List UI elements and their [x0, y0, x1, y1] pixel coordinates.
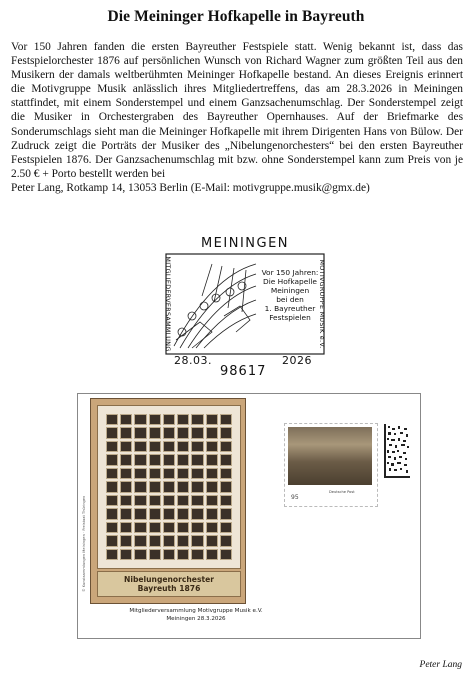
portrait	[206, 427, 218, 438]
portrait	[220, 468, 232, 479]
portrait	[163, 535, 175, 546]
portrait	[120, 454, 132, 465]
portrait	[191, 495, 203, 506]
portrait	[149, 522, 161, 533]
portrait	[134, 414, 146, 425]
portrait	[106, 414, 118, 425]
portrait	[177, 522, 189, 533]
portrait	[206, 481, 218, 492]
postmark-zip: 98617	[220, 364, 267, 379]
portrait	[106, 535, 118, 546]
portrait	[149, 454, 161, 465]
portrait	[163, 549, 175, 560]
portrait	[191, 508, 203, 519]
portrait	[177, 441, 189, 452]
portrait	[206, 549, 218, 560]
portrait	[120, 427, 132, 438]
datamatrix-icon	[384, 424, 410, 478]
portrait	[149, 549, 161, 560]
portrait	[206, 468, 218, 479]
portrait	[134, 522, 146, 533]
portrait	[163, 508, 175, 519]
portrait	[177, 549, 189, 560]
portrait	[134, 441, 146, 452]
portrait	[134, 454, 146, 465]
portrait	[106, 468, 118, 479]
imprint-line: Meiningen 28.3.2026	[166, 616, 226, 622]
portrait	[149, 481, 161, 492]
portrait	[149, 508, 161, 519]
portrait	[120, 495, 132, 506]
portrait	[220, 454, 232, 465]
portrait	[106, 508, 118, 519]
portrait	[106, 454, 118, 465]
inscription-line: Meiningen	[270, 286, 310, 295]
portrait	[163, 468, 175, 479]
portrait	[163, 481, 175, 492]
article-body	[11, 40, 463, 195]
envelope-imprint	[96, 607, 296, 623]
portrait	[220, 427, 232, 438]
portrait	[191, 468, 203, 479]
postage-stamp	[284, 423, 378, 507]
portrait	[120, 522, 132, 533]
portrait	[220, 481, 232, 492]
portrait	[220, 495, 232, 506]
portrait	[177, 454, 189, 465]
portrait	[206, 454, 218, 465]
portrait	[163, 495, 175, 506]
special-postmark	[152, 236, 338, 379]
portrait	[120, 481, 132, 492]
postmark-right-text: MOTIVGRUPPE MUSIK e.V.	[318, 259, 326, 349]
portrait	[220, 535, 232, 546]
portrait	[206, 414, 218, 425]
portrait	[134, 468, 146, 479]
portrait	[220, 549, 232, 560]
portrait	[120, 549, 132, 560]
portrait	[120, 508, 132, 519]
portrait	[120, 468, 132, 479]
portrait	[106, 495, 118, 506]
portrait	[163, 522, 175, 533]
postmark-left-text: MITGLIEDERVERSAMMLUNG	[164, 256, 172, 352]
portrait-grid	[106, 414, 232, 560]
portrait	[134, 481, 146, 492]
portrait	[149, 414, 161, 425]
portrait	[106, 481, 118, 492]
portrait	[220, 441, 232, 452]
imprint-line: Mitgliederversammlung Motivgruppe Musik e.V.	[129, 608, 263, 614]
portrait	[206, 535, 218, 546]
copyright-note: © Kunstsammlungen Meiningen · Freistaat Thüringen	[82, 495, 86, 592]
portrait	[177, 481, 189, 492]
portrait	[120, 535, 132, 546]
portrait	[191, 549, 203, 560]
portrait	[220, 414, 232, 425]
portrait	[220, 522, 232, 533]
portrait	[149, 468, 161, 479]
portrait	[177, 535, 189, 546]
portrait	[206, 522, 218, 533]
portrait	[191, 535, 203, 546]
postmark-year: 2026	[282, 354, 312, 367]
stamp-image	[288, 427, 372, 485]
portrait	[206, 441, 218, 452]
portrait	[120, 414, 132, 425]
page-title: Die Meininger Hofkapelle in Bayreuth	[107, 8, 365, 25]
portrait	[191, 414, 203, 425]
portrait	[106, 522, 118, 533]
portrait	[177, 427, 189, 438]
inscription-line: 1. Bayreuther	[264, 304, 316, 313]
portrait	[191, 522, 203, 533]
postmark-city: MEININGEN	[200, 236, 290, 251]
portrait	[163, 427, 175, 438]
inscription-line: Festspielen	[269, 313, 311, 322]
portrait	[149, 427, 161, 438]
portrait	[191, 441, 203, 452]
portrait	[149, 441, 161, 452]
portrait	[220, 508, 232, 519]
orchestra-portrait-image	[90, 398, 246, 604]
portrait	[191, 454, 203, 465]
portrait	[177, 414, 189, 425]
portrait	[120, 441, 132, 452]
portrait	[191, 427, 203, 438]
portrait	[106, 549, 118, 560]
postmark-date: 28.03.	[174, 354, 212, 367]
portrait-caption: Nibelungenorchester Bayreuth 1876	[123, 575, 215, 593]
portrait	[134, 535, 146, 546]
portrait	[106, 441, 118, 452]
portrait	[163, 454, 175, 465]
portrait	[134, 427, 146, 438]
postmark-inscription	[257, 268, 323, 322]
portrait	[134, 495, 146, 506]
portrait	[149, 495, 161, 506]
portrait	[149, 535, 161, 546]
portrait	[106, 427, 118, 438]
portrait	[134, 508, 146, 519]
contact-line: Peter Lang, Rotkamp 14, 13053 Berlin (E-Mail: motivgruppe.musik@gmx.de)	[11, 181, 370, 194]
datamatrix-code	[384, 424, 410, 478]
inscription-line: Die Hofkapelle	[263, 277, 317, 286]
portrait	[206, 508, 218, 519]
portrait	[191, 481, 203, 492]
portrait	[177, 468, 189, 479]
inscription-line: bei den	[276, 295, 304, 304]
article-paragraph: Vor 150 Jahren fanden die ersten Bayreuther Festspiele statt. Wenig bekannt ist, dass das Festspielorchester 1876 auf persönlichen Wunsch von Richard Wagner zum größten Teil aus den Musikern der damals weltberühmten Meininger Hofkapelle bestand. An dieses Ereignis erinnert die Motivgruppe Musik anlässlich ihres Mitgliedertreffens, das am 28.3.2026 in Meiningen stattfindet, mit einem Sonderstempel und einem Ganzsachenumschlag. Der Sonderstempel zeigt die Musiker in Orchestergraben des Bayreuther Opernhauses. Auf der Briefmarke des Sonderumschlags sieht man die Meininger Hofkapelle mit ihrem Dirigenten Hans von Bülow. Der Zudruck zeigt die Porträts der Musiker des „Nibelungenorchesters“ bei den ersten Bayreuther Festspielen 1876. Der Ganzsachenumschlag mit bzw. ohne Sonderstempel kann zum Preis von je 2.50 € + Porto bestellt werden bei	[11, 41, 463, 180]
portrait	[163, 441, 175, 452]
portrait	[163, 414, 175, 425]
portrait-panel	[97, 405, 241, 569]
stamp-value: 95	[291, 494, 299, 501]
inscription-line: Vor 150 Jahren:	[261, 268, 319, 277]
author-signature: Peter Lang	[419, 660, 462, 670]
portrait	[177, 495, 189, 506]
portrait	[177, 508, 189, 519]
stamp-label: Deutsche Post	[329, 490, 355, 494]
portrait	[134, 549, 146, 560]
portrait	[206, 495, 218, 506]
